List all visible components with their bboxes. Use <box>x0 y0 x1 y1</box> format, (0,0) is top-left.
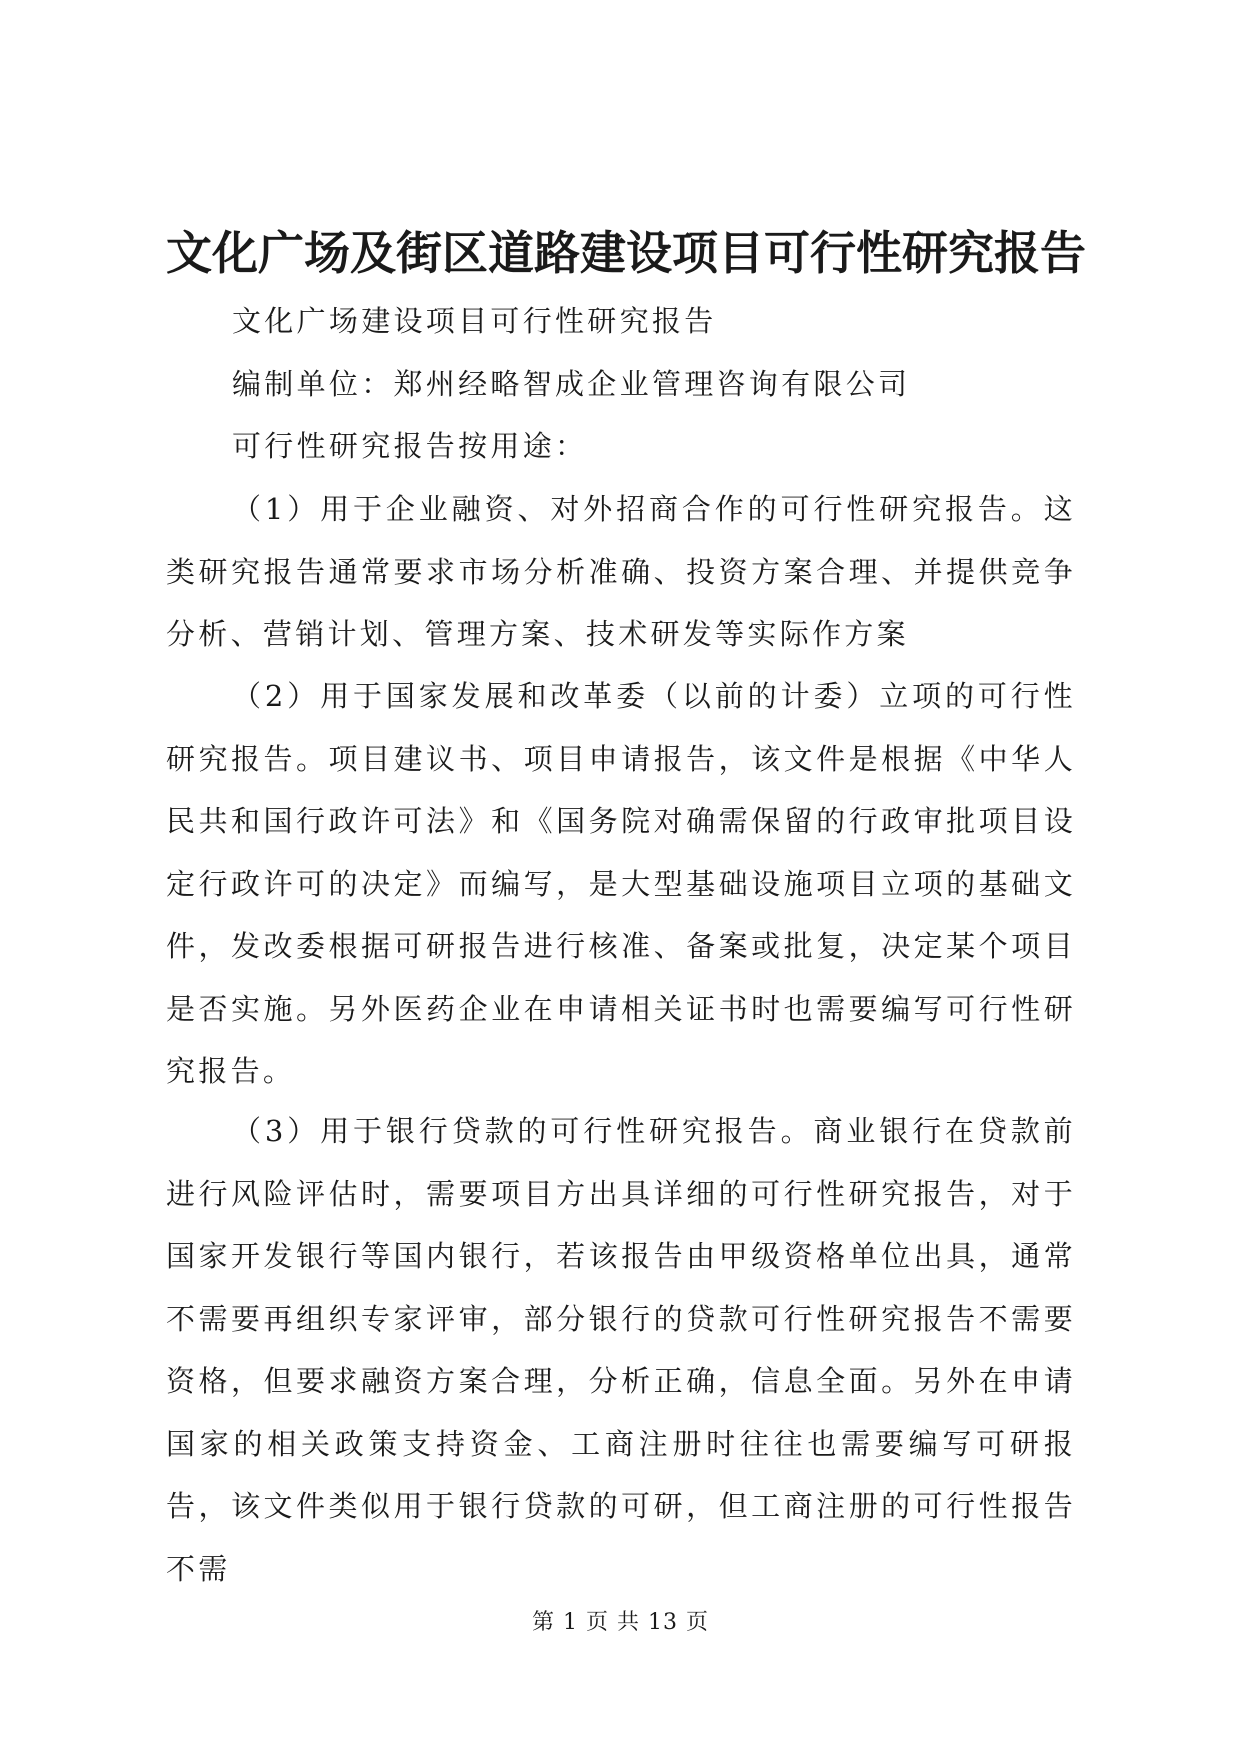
document-title: 文化广场及街区道路建设项目可行性研究报告 <box>166 226 1086 280</box>
usage-item-1-paragraph: （1）用于企业融资、对外招商合作的可行性研究报告。这类研究报告通常要求市场分析准确、投资方案合理、并提供竞争分析、营销计划、管理方案、技术研发等实际作方案 <box>166 492 1076 651</box>
compiling-unit-paragraph: 编制单位：郑州经略智成企业管理咨询有限公司 <box>232 367 911 401</box>
usage-intro-paragraph: 可行性研究报告按用途： <box>232 429 588 463</box>
page-footer: 第 1 页 共 13 页 <box>532 1610 709 1635</box>
subtitle-paragraph: 文化广场建设项目可行性研究报告 <box>232 304 717 338</box>
usage-item-2-paragraph: （2）用于国家发展和改革委（以前的计委）立项的可行性研究报告。项目建议书、项目申请报告，该文件是根据《中华人民共和国行政许可法》和《国务院对确需保留的行政审批项目设定行政许可的决定》而编写，是大型基础设施项目立项的基础文件，发改委根据可研报告进行核准、备案或批复，决定某个项目是否实施。另外医药企业在申请相关证书时也需要编写可行性研究报告。 <box>166 679 1076 1088</box>
usage-item-3-paragraph: （3）用于银行贷款的可行性研究报告。商业银行在贷款前进行风险评估时，需要项目方出具详细的可行性研究报告，对于国家开发银行等国内银行，若该报告由甲级资格单位出具，通常不需要再组织专家评审，部分银行的贷款可行性研究报告不需要资格，但要求融资方案合理，分析正确，信息全面。另外在申请国家的相关政策支持资金、工商注册时往往也需要编写可研报告，该文件类似用于银行贷款的可研，但工商注册的可行性报告不需 <box>166 1114 1076 1586</box>
